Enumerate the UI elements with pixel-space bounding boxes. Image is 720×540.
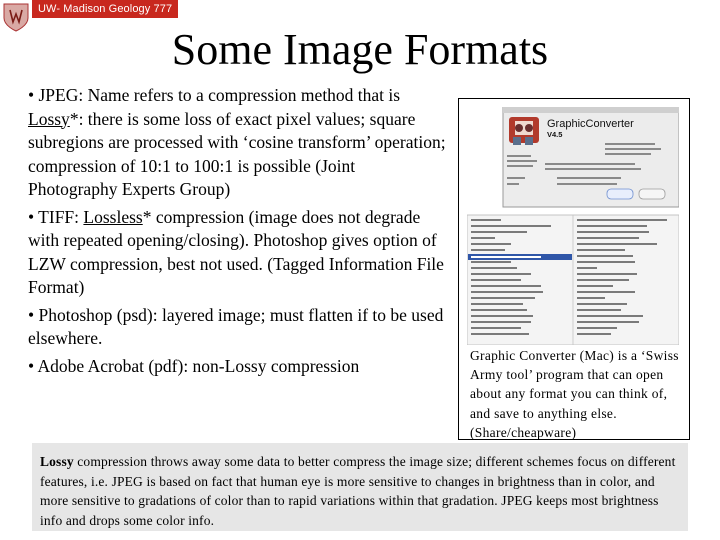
bullet-jpeg-text: *: there is some loss of exact pixel values; square subregions are processed with ‘cosine transform’ operation; compression of 10:1 to 100:1 is possible (Joint Photography Experts Group) — [28, 108, 446, 199]
lossy-note-box — [32, 443, 688, 531]
graphic-converter-screenshot — [467, 107, 679, 345]
bullet-jpeg-lead: • JPEG: Name refers to a compression method that is — [28, 85, 401, 105]
bullet-tiff-term: Lossless — [83, 206, 143, 227]
graphic-converter-app-icon — [509, 117, 539, 145]
bullet-pdf: • Adobe Acrobat (pdf): non-Lossy compression — [28, 355, 360, 376]
note-text: compression throws away some data to better compress the image size; different schemes focus on different features, i.e. JPEG is based on fact that human eye is more sensitive to changes in brightness than in color, and more sensitive to gradations of color than to rapid variations within that gradation. JPEG keeps most brightness info and drops some color info. — [40, 454, 676, 528]
format-bullet-list — [28, 84, 448, 382]
format-list-panel — [467, 215, 679, 345]
graphic-converter-figure — [458, 98, 690, 440]
figure-caption: Graphic Converter (Mac) is a ‘Swiss Army tool’ program that can open about any format you can think of, and save to anything else. (Share/cheapware) — [470, 348, 679, 440]
bullet-jpeg — [28, 84, 448, 202]
course-tag: UW- Madison Geology 777 — [32, 0, 178, 18]
app-name-label: GraphicConverter — [547, 118, 634, 130]
about-ok-button — [607, 189, 633, 199]
bullet-jpeg-term: Lossy — [28, 108, 70, 129]
app-version-label: V4.5 — [547, 130, 563, 139]
page-title: Some Image Formats — [171, 25, 549, 74]
bullet-psd: • Photoshop (psd): layered image; must flatten if to be used elsewhere. — [28, 304, 444, 348]
bullet-tiff — [28, 206, 448, 300]
note-term: Lossy — [40, 454, 74, 469]
bullet-tiff-lead: • TIFF: — [28, 206, 84, 227]
bullet-tiff-text: * compression (image does not degrade with repeated opening/closing). Photoshop gives option of LZW compression, best not used. (Tagged Information File Format) — [28, 206, 444, 297]
